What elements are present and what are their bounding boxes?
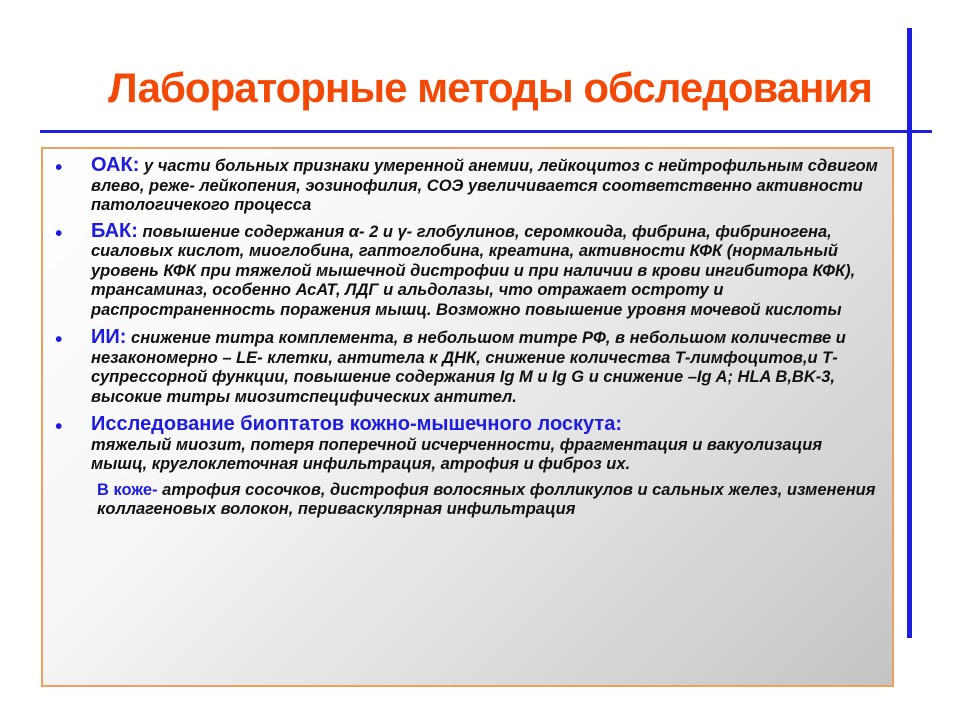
list-item-ii	[55, 326, 882, 407]
sub-text: атрофия сосочков, дистрофия волосяных фолликулов и сальных желез, изменения коллагеновых волокон, периваскулярная инфильтрация	[97, 480, 876, 518]
slide-title: Лабораторные методы обследования	[108, 64, 872, 111]
bullet-list	[55, 154, 882, 520]
item-text: снижение титра комплемента, в небольшом титре РФ, в небольшом количестве и незакономерно – LE- клетки, антитела к ДНК, снижение количества Т-лимфоцитов,и Т-супрессорной функции, повышение содержания Ig M и Ig G и снижение –Ig A; HLA B,BK-3, высокие титры миозитспецифических антител.	[91, 329, 846, 406]
vertical-rule	[907, 28, 912, 638]
list-item-oak	[55, 154, 882, 216]
sub-item-skin	[91, 481, 882, 520]
item-text: тяжелый миозит, потеря поперечной исчерченности, фрагментация и вакуолизация мышц, круглоклеточная инфильтрация, атрофия и фиброз их.	[91, 435, 823, 473]
list-item-biopsy	[55, 413, 882, 475]
item-heading: БАК:	[91, 219, 138, 242]
item-heading: ОАК:	[91, 154, 140, 176]
item-heading: ИИ:	[91, 326, 127, 348]
content-panel	[41, 147, 894, 687]
item-text: у части больных признаки умеренной анемии, лейкоцитоз с нейтрофильным сдвигом влево, реже- лейкопения, эозинофилия, СОЭ увеличивается соответственно активности патологичекого процесса	[91, 157, 878, 214]
bullet-icon: •	[55, 157, 63, 179]
item-text: повышение содержания α- 2 и γ- глобулинов, серомкоида, фибрина, фибриногена, сиаловых кислот, миоглобина, гаптоглобина, креатина, активности КФК (нормальный уровень КФК при тяжелой мышечной дистрофии и при наличии в крови ингибитора КФК), трансаминаз, особенно АсАТ, ЛДГ и альдолазы, что отражает остроту и распространенность поражения мышц. Возможно повышение уровня мочевой кислоты	[91, 222, 856, 319]
bullet-icon: •	[55, 329, 63, 351]
bullet-icon: •	[55, 222, 63, 245]
item-heading: Исследование биоптатов кожно-мышечного лоскута:	[91, 413, 622, 435]
sub-heading: В коже-	[97, 480, 158, 499]
list-item-bak	[55, 219, 882, 321]
horizontal-rule	[40, 130, 932, 133]
bullet-icon: •	[55, 416, 63, 438]
